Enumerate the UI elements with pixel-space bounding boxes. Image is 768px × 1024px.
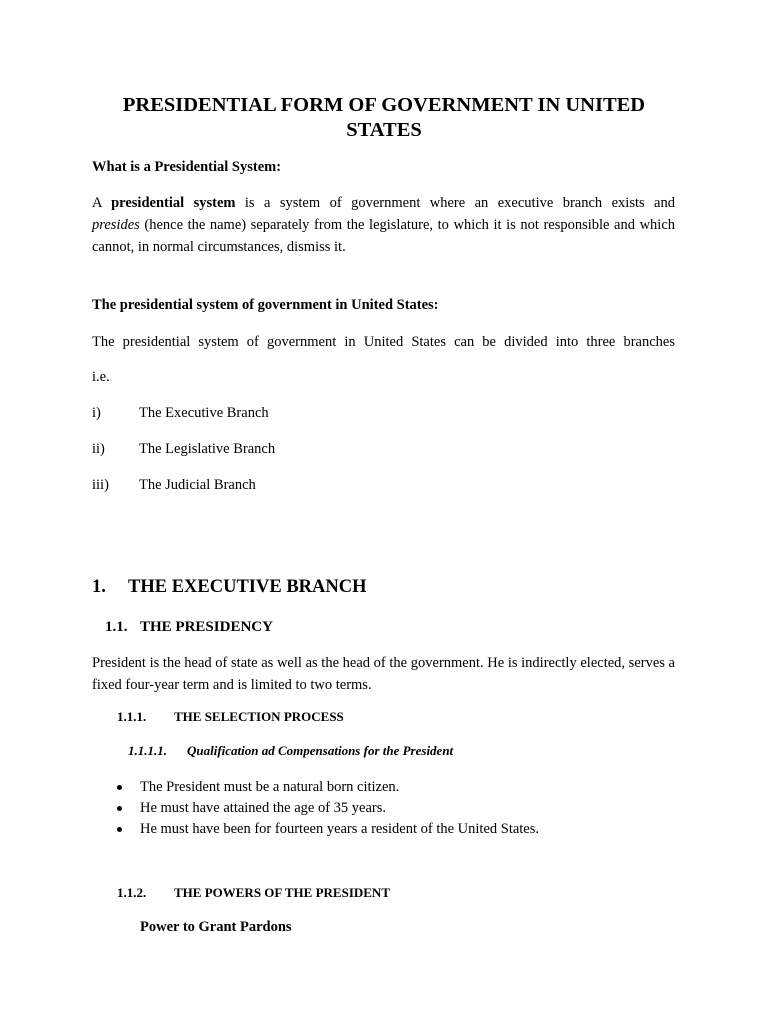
branch-label: The Legislative Branch	[139, 441, 276, 457]
definition-presides: presides	[92, 217, 140, 233]
section-1-1-1-1-title: Qualification ad Compensations for the President	[187, 743, 454, 758]
section-1-1-2-number: 1.1.2.	[117, 885, 147, 900]
ie-text: i.e.	[92, 369, 110, 385]
section-1-title: THE EXECUTIVE BRANCH	[128, 577, 367, 597]
definition-line-2	[92, 214, 675, 258]
section-1-1-number: 1.1.	[105, 619, 128, 635]
presidency-paragraph: President is the head of state as well as the head of the government. He is indirectly elected, serves a fixed four-year term and is limited to two terms.	[92, 655, 675, 693]
section-1-1-1-1-number: 1.1.1.1.	[128, 743, 167, 758]
branch-number: ii)	[92, 441, 105, 457]
definition-paragraph	[92, 192, 675, 258]
section-1-1-1-title: THE SELECTION PROCESS	[174, 709, 344, 724]
branch-number: i)	[92, 405, 101, 421]
branch-label: The Judicial Branch	[139, 477, 256, 493]
section-1-1-2-title: THE POWERS OF THE PRESIDENT	[174, 885, 390, 900]
section-heading-what-is: What is a Presidential System:	[92, 159, 282, 175]
branch-label: The Executive Branch	[139, 405, 269, 421]
definition-a: A	[92, 195, 112, 211]
list-item: He must have been for fourteen years a resident of the United States.	[140, 821, 540, 837]
definition-rest-1: is a system of government where an executive branch exists and	[235, 195, 675, 211]
list-item: He must have attained the age of 35 years.	[140, 800, 387, 816]
page-title: PRESIDENTIAL FORM OF GOVERNMENT IN UNITED STATES	[122, 94, 646, 141]
definition-term: presidential system	[111, 195, 236, 211]
section-1-1-1-number: 1.1.1.	[117, 709, 147, 724]
section-1-number: 1.	[92, 577, 106, 597]
intro-paragraph: The presidential system of government in United States can be divided into three branches	[92, 334, 675, 350]
bullet-icon	[117, 806, 122, 811]
list-item: The President must be a natural born citizen.	[140, 779, 400, 795]
bullet-icon	[117, 827, 122, 832]
subheading-power-to-grant-pardons: Power to Grant Pardons	[140, 919, 292, 935]
section-heading-us-system: The presidential system of government in United States:	[92, 297, 439, 313]
branch-number: iii)	[92, 477, 109, 493]
definition-line-1	[92, 192, 675, 214]
bullet-icon	[117, 785, 122, 790]
section-1-1-title: THE PRESIDENCY	[140, 619, 273, 635]
definition-rest-2: (hence the name) separately from the legislature, to which it is not responsible and which cannot, in normal circumstances, dismiss it.	[92, 217, 675, 255]
